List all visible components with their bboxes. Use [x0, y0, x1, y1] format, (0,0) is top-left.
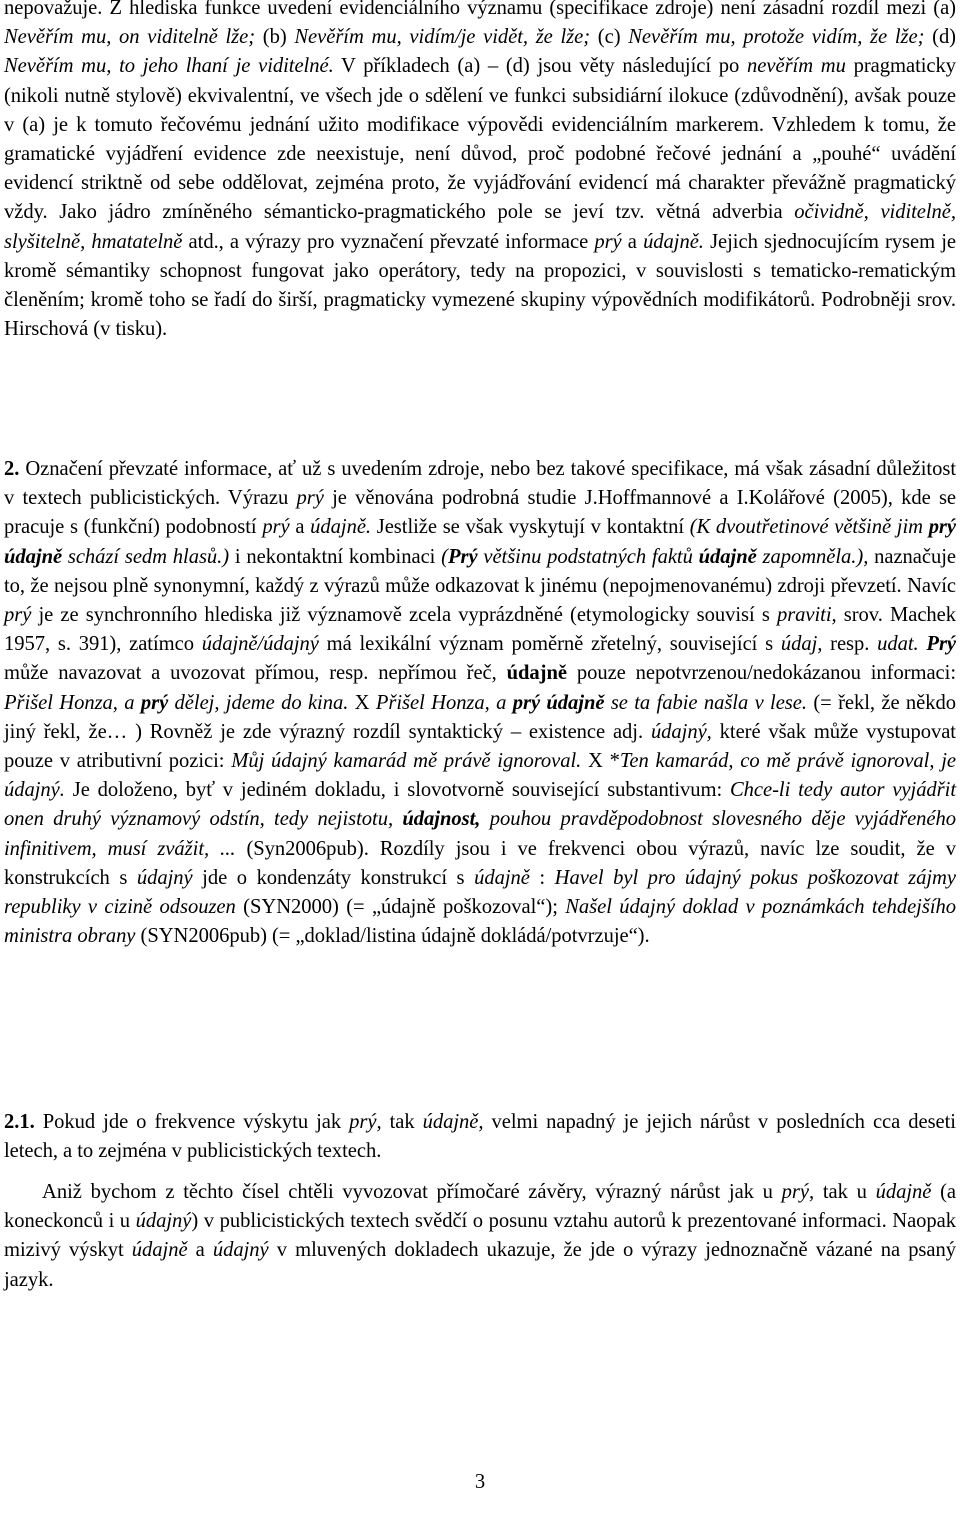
text-run: Pokud jde o frekvence výskytu jak — [34, 1111, 350, 1133]
text-run: které však může vystupovat pouze v atributivní pozici: — [4, 720, 956, 773]
text-run: Je doloženo, byť v jediném dokladu, i slovotvorně související substantivum: — [64, 779, 730, 802]
text-run: prý údajně — [512, 691, 605, 714]
paragraph-section-2 — [4, 455, 956, 951]
text-run: prý — [4, 604, 32, 627]
text-run: Prý — [926, 633, 957, 656]
text-run: jde o kondenzáty konstrukcí s — [192, 866, 475, 889]
text-run: atd., a výrazy pro vyznačení převzaté informace — [182, 230, 595, 253]
text-run: tak — [381, 1111, 423, 1133]
text-run: prý údajně — [4, 516, 956, 568]
text-run: údajně, — [422, 1111, 484, 1133]
text-run: srov. Machek 1957, s. 391), zatímco — [4, 604, 956, 656]
text-run: Nevěřím mu, vidím/je vidět, že lže; — [294, 26, 591, 49]
text-run: Nevěřím mu, on viditelně lže; — [4, 26, 256, 49]
text-run: Havel byl pro údajný pokus poškozovat zájmy republiky v cizině odsouzen — [4, 866, 956, 919]
text-run: údajně. — [643, 230, 704, 253]
text-run: a — [289, 516, 311, 539]
text-run: (= řekl, že někdo jiný řekl, že… ) Rovněž je zde výrazný rozdíl syntaktický – existence adj. — [4, 691, 956, 743]
text-run: Nevěřím mu, protože vidím, že lže; — [628, 26, 925, 49]
paragraph-conclusion — [4, 1178, 956, 1295]
text-run: ( — [441, 545, 448, 568]
text-run: resp. — [822, 633, 878, 656]
text-run: může navazovat a uvozovat přímou, resp. nepřímou řeč, — [4, 662, 507, 685]
text-run: Označení převzaté informace, ať už s uvedením zdroje, nebo bez takové specifikace, má však zásadní důležitost v textech publicistických. Výrazu — [4, 458, 956, 510]
text-run: 2. — [4, 458, 20, 480]
text-run: je věnována podrobná studie J.Hoffmannové a I.Kolářové (2005), kde se pracuje s (funkční) podobností — [4, 487, 956, 539]
text-run: Přišel Honza, a — [4, 691, 141, 714]
text-run: Přišel Honza, a — [375, 691, 513, 714]
text-run: a — [187, 1239, 213, 1262]
text-run: údajný — [136, 866, 193, 889]
text-run: (Syn2006pub). Rozdíly jsou i ve frekvenci obou výrazů, navíc lze soudit, že v konstrukcích s — [4, 837, 956, 889]
text-run: 2.1. — [4, 1111, 35, 1133]
text-run: Našel údajný doklad v poznámkách tehdejšího ministra obrany — [4, 896, 956, 948]
text-run: údajně — [875, 1181, 932, 1203]
text-run: údajně. — [310, 516, 372, 539]
text-run: X — [348, 691, 376, 714]
text-run: Můj údajný kamarád mě právě ignoroval. — [231, 750, 582, 773]
text-run: Ten kamarád, co mě právě ignoroval, je údajný. — [4, 750, 956, 802]
text-run: (SYN2006pub) (= „doklad/listina údajně dokládá/potvrzuje“). — [135, 925, 650, 948]
text-run: velmi napadný je jejich nárůst v posledních cca deseti letech, a to zejména v publicistických textech. — [4, 1111, 956, 1163]
text-run: tak u — [814, 1181, 876, 1203]
text-run: údaj, — [780, 633, 823, 656]
text-run: nevěřím mu — [747, 55, 846, 78]
text-run: údajně/údajný — [201, 633, 319, 656]
text-run: je ze synchronního hlediska již významově zcela vyprázdněné (etymologicky souvisí s — [31, 604, 777, 627]
text-run: Chce-li tedy autor vyjádřit onen druhý významový odstín, tedy nejistotu, — [4, 779, 956, 831]
text-run: naznačuje to, že nejsou plně synonymní, každý z výrazů může odkazovat k jinému (nepojmenovanému) zdroji převzetí. Navíc — [4, 545, 956, 597]
text-run: V příkladech (a) – (d) jsou věty následující po — [333, 55, 748, 78]
text-run: prý — [262, 516, 290, 539]
text-run: údajný, — [650, 720, 712, 743]
text-run: údajnost, — [402, 808, 481, 831]
page-number: 3 — [474, 1471, 486, 1493]
text-run: prý — [594, 230, 622, 253]
text-run: prý, — [349, 1111, 382, 1133]
text-run: prý — [296, 487, 324, 510]
text-run: údajně — [506, 662, 567, 685]
text-run: Nevěřím mu, to jeho lhaní je viditelné. — [4, 55, 334, 78]
text-run: schází sedm hlasů.) — [62, 545, 230, 568]
text-run: (SYN2000) (= „údajně poškozoval“); — [235, 896, 566, 919]
text-run: pouze nepotvrzenou/nedokázanou informaci: — [566, 662, 956, 685]
text-run: Aniž bychom z těchto čísel chtěli vyvozovat přímočaré závěry, výrazný nárůst jak u — [42, 1181, 782, 1203]
text-run: prý — [140, 691, 169, 714]
text-run: údajně — [131, 1239, 188, 1262]
text-run: údajný — [135, 1210, 192, 1233]
paragraph-section-2-1 — [4, 1108, 956, 1166]
text-run: (K dvoutřetinové většině jim — [689, 516, 929, 539]
text-run: údajný — [212, 1239, 269, 1262]
text-run: (d) — [924, 26, 956, 49]
text-run: údajně — [698, 545, 757, 568]
text-run: a — [621, 230, 644, 253]
text-run: zapomněla.), — [756, 545, 869, 568]
text-run: (c) — [590, 26, 629, 49]
paragraph-evidential-markers — [4, 0, 956, 344]
text-run: ) v publicistických textech svědčí o posunu vztahu autorů k prezentované informaci. Naopak mizivý výskyt — [4, 1210, 956, 1262]
text-run: očividně, viditelně, slyšitelně, hmatatelně — [4, 201, 956, 253]
text-run: udat. — [877, 633, 919, 656]
text-run: údajně — [474, 866, 530, 889]
text-run: nepovažuje. Z hlediska funkce uvedení evidenciálního významu (specifikace zdroje) není zásadní rozdíl mezi (a) — [4, 0, 956, 19]
text-run: Jejich sjednocujícím rysem je kromě sémantiky schopnost fungovat jako operátory, tedy na propozici, v souvislosti s tematicko-rematickým členěním; kromě toho se řadí do širší, pragmaticky vymezené skupiny výpovědních modifikátorů. Podrobněji srov. Hirschová (v tisku). — [4, 230, 956, 341]
text-run: se ta fabie našla v lese. — [604, 691, 807, 714]
text-run: (a koneckonců i u — [4, 1181, 956, 1233]
text-run: (b) — [255, 26, 295, 49]
text-run: má lexikální význam poměrně zřetelný, související s — [318, 633, 781, 656]
text-run: praviti, — [776, 604, 837, 627]
text-run: dělej, jdeme do kina. — [168, 691, 349, 714]
text-run: prý, — [781, 1181, 815, 1203]
text-run: X * — [581, 750, 620, 773]
text-run: pouhou pravděpodobnost slovesného děje vyjádřeného infinitivem, musí zvážit, ... — [4, 808, 956, 860]
text-run: Prý — [447, 545, 478, 568]
text-run: pragmaticky (nikoli nutně stylově) ekvivalentní, ve všech jde o sdělení ve funkci subsidiární ilokuce (zdůvodnění), avšak pouze v (a) je k tomuto řečovému jednání užito modifikace výpovědi evidenciálním markerem. Vzhledem k tomu, že gramatické vyjádření evidence zde neexistuje, není důvod, proč podobné řečové jednání a „pouhé“ uvádění evidencí striktně od sebe oddělovat, zejména proto, že vyjádřování evidencí má charakter převážně pragmatický vždy. Jako jádro zmíněného sémanticko-pragmatického pole se jeví tzv. větná adverbia — [4, 55, 956, 224]
text-run: Jestliže se však vyskytují v kontaktní — [371, 516, 690, 539]
text-run: v mluvených dokladech ukazuje, že jde o výrazy jednoznačně vázané na psaný jazyk. — [4, 1239, 956, 1291]
text-run: : — [529, 866, 555, 889]
text-run: i nekontaktní kombinaci — [229, 545, 442, 568]
text-run: většinu podstatných faktů — [477, 545, 699, 568]
